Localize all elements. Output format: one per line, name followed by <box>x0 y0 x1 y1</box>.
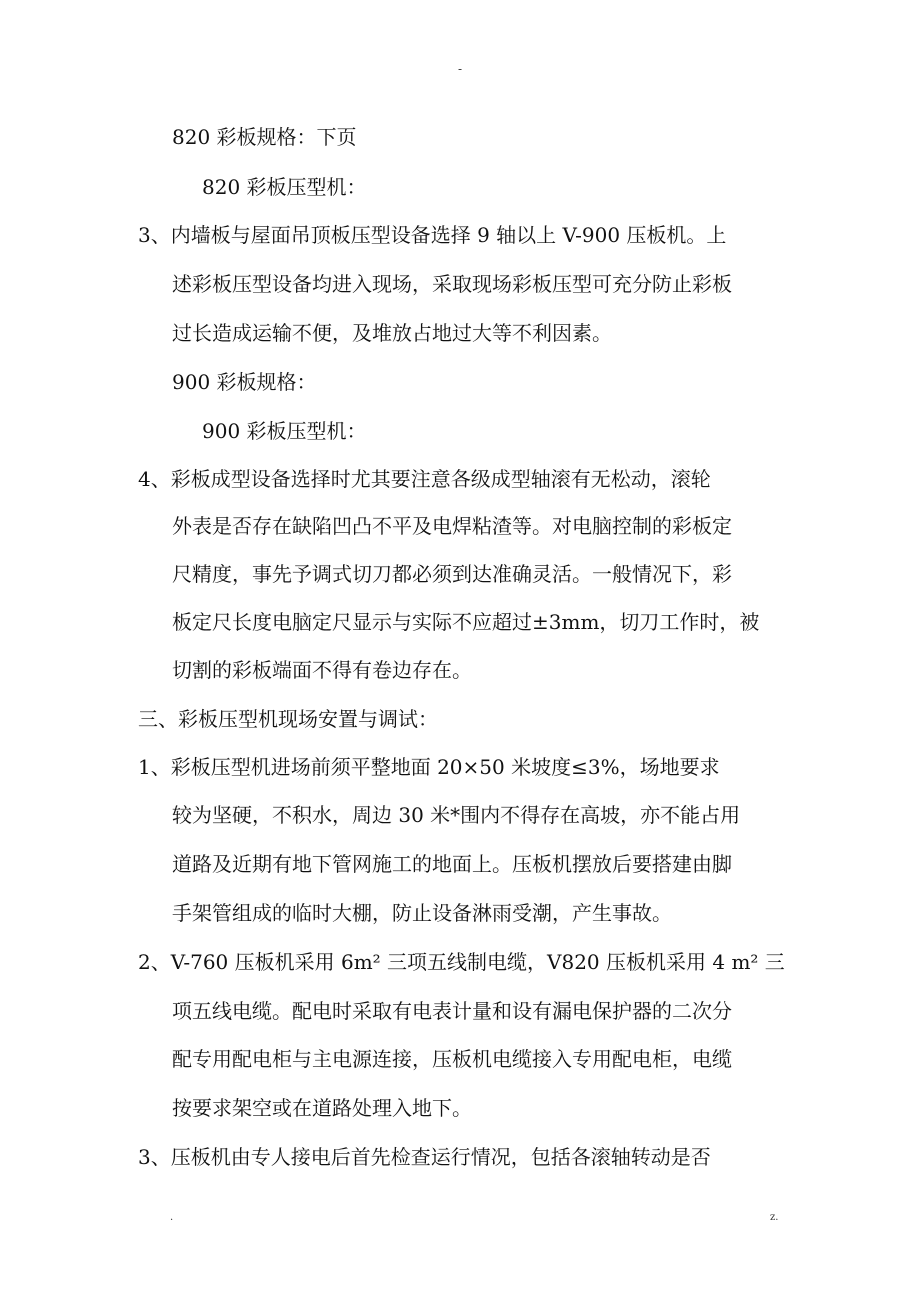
text-line: 按要求架空或在道路处理入地下。 <box>172 1096 472 1120</box>
text-line: 820 彩板规格：下页 <box>172 125 357 149</box>
text-line: 道路及近期有地下管网施工的地面上。压板机摆放后要搭建由脚 <box>172 852 732 876</box>
text-line: 4、彩板成型设备选择时尤其要注意各级成型轴滚有无松动，滚轮 <box>138 467 711 491</box>
text-line: 项五线电缆。配电时采取有电表计量和设有漏电保护器的二次分 <box>172 999 732 1023</box>
text-line: 手架管组成的临时大棚，防止设备淋雨受潮，产生事故。 <box>172 901 672 925</box>
text-line: 较为坚硬，不积水，周边 30 米*围内不得存在高坡，亦不能占用 <box>172 803 741 827</box>
text-line: 900 彩板压型机： <box>202 419 367 443</box>
text-line: 切割的彩板端面不得有卷边存在。 <box>172 658 472 682</box>
text-line: 配专用配电柜与主电源连接，压板机电缆接入专用配电柜，电缆 <box>172 1047 732 1071</box>
text-line: 3、压板机由专人接电后首先检查运行情况，包括各滚轴转动是否 <box>138 1145 711 1169</box>
text-line: 1、彩板压型机进场前须平整地面 20×50 米坡度≤3%，场地要求 <box>138 755 720 779</box>
text-line: 3、内墙板与屋面吊顶板压型设备选择 9 轴以上 V-900 压板机。上 <box>138 223 727 247</box>
page-footer-left: . <box>170 1212 174 1223</box>
text-line: 外表是否存在缺陷凹凸不平及电焊粘渣等。对电脑控制的彩板定 <box>172 514 732 538</box>
text-line: 过长造成运输不便，及堆放占地过大等不利因素。 <box>172 321 612 345</box>
text-line: 尺精度，事先予调式切刀都必须到达准确灵活。一般情况下，彩 <box>172 562 732 586</box>
page-footer-right: z. <box>770 1212 779 1223</box>
section-heading: 三、彩板压型机现场安置与调试： <box>138 707 438 731</box>
page-header-mark: - <box>457 62 463 76</box>
text-line: 2、V-760 压板机采用 6m² 三项五线制电缆，V820 压板机采用 4 m² 三 <box>138 950 785 974</box>
text-line: 820 彩板压型机： <box>202 175 367 199</box>
text-line: 900 彩板规格： <box>172 370 317 394</box>
text-line: 板定尺长度电脑定尺显示与实际不应超过±3mm，切刀工作时，被 <box>172 610 760 634</box>
text-line: 述彩板压型设备均进入现场，采取现场彩板压型可充分防止彩板 <box>172 272 732 296</box>
